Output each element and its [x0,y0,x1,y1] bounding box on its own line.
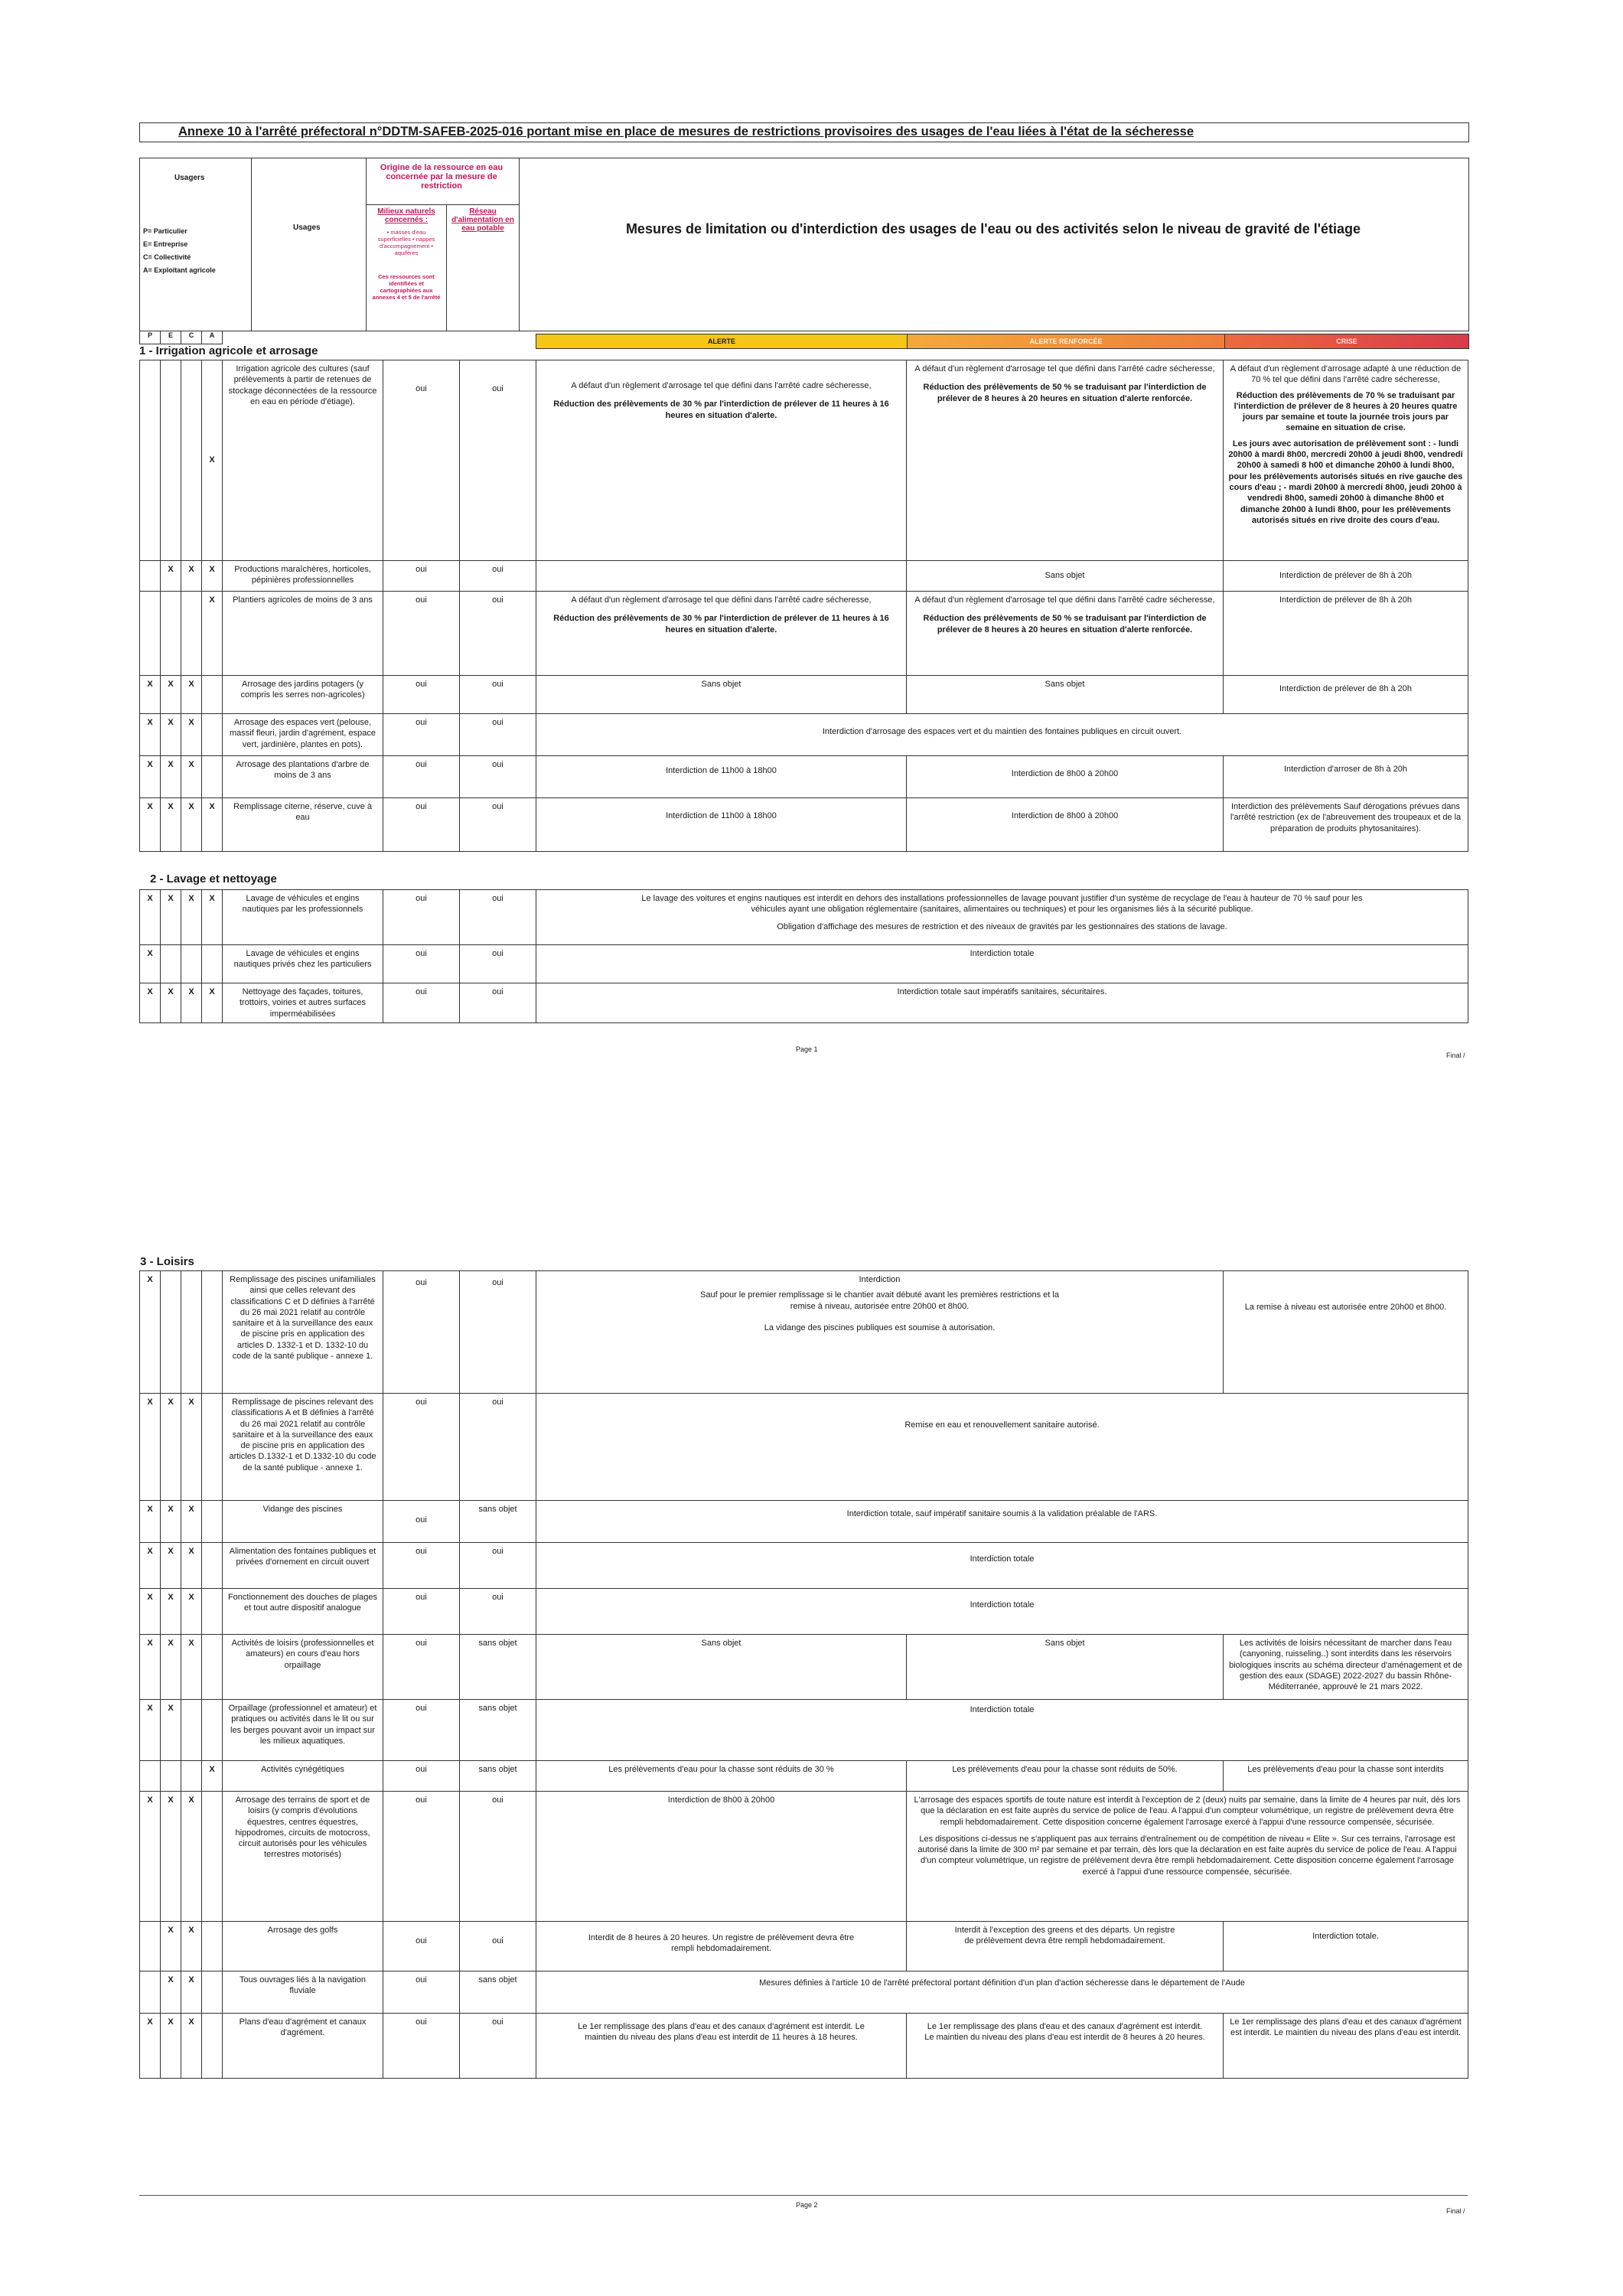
span-cell: Interdiction totale [536,1589,1468,1635]
table-row: X X X Fonctionnement des douches de plages et tout autre dispositif analogue oui oui Interdiction totale [140,1589,1468,1635]
milieux-cell: oui [383,1922,460,1971]
milieux-cell: oui [383,945,460,983]
alerte-text: A défaut d'un règlement d'arrosage tel que défini dans l'arrêté cadre sécheresse, [571,381,872,390]
span-note: Obligation d'affichage des mesures de restriction et des niveaux de gravités par les gestionnaires des stations de lavage. [777,921,1227,931]
table-row: X X X Arrosage des espaces vert (pelouse, massif fleuri, jardin d'agrément, espace vert, jardinière, plantes en pots). oui oui Interdiction d'arrosage des espaces vert et du maintien des fontaines publiques en circuit ouvert. [140,714,1468,756]
col-letter-e: E [160,331,181,344]
renf-cell: Sans objet [907,1635,1224,1700]
crise-text: A défaut d'un règlement d'arrosage adapté à une réduction de 70 % tel que défini dans l'arrêté cadre sécheresse, [1230,364,1462,385]
span-cell: Remise en eau et renouvellement sanitaire autorisé. [536,1394,1468,1501]
alerte-cell: Interdit de 8 heures à 20 heures. Un registre de prélèvement devra être rempli hebdomadairement. [536,1922,907,1971]
table-row: X X Arrosage des golfs oui oui Interdit de 8 heures à 20 heures. Un registre de prélèvement devra être rempli hebdomadairement. Interdit à l'exception des greens et des départs. Un registre de prélèvement devra être rempli hebdomadairement. Interdiction totale. [140,1922,1468,1971]
usagers-label: Usagers [174,174,205,182]
origine-title: Origine de la ressource en eau concernée par la mesure de restriction [380,163,504,191]
table-row: X X X X Remplissage citerne, réserve, cuve à eau oui oui Interdiction de 11h00 à 18h00 Interdiction de 8h00 à 20h00 Interdiction des prélèvements Sauf dérogations prévues dans l'arrêté restriction (ex de l'abreuvement des troupeaux et de la préparation de produits phytosanitaires). [140,798,1468,852]
letters-row [139,331,223,343]
page-number-1: Page 1 [796,1045,818,1053]
reseau-title: Réseau d'alimentation en eau potable [451,207,514,233]
usage-cell: Plans d'eau d'agrément et canaux d'agrément. [223,2014,383,2079]
reseau-cell: oui [460,1543,536,1589]
table-row: X Remplissage des piscines unifamiliales ainsi que celles relevant des classifications C et D définies à l'arrêté du 26 mai 2021 relatif au contrôle sanitaire et à la surveillance des eaux de piscine pris en application des articles D. 1332-1 et D. 1332-10 du code de la santé publique - annexe 1. oui oui Interdiction Sauf pour le premier remplissage si le chantier avait débuté avant les premières restrictions et la remise à niveau, autorisée entre 20h00 et 8h00. La vidange des piscines publiques est soumise à autorisation. La remise à niveau est autorisée entre 20h00 et 8h00. [140,1271,1468,1394]
span-cell: Mesures définies à l'article 10 de l'arrêté préfectoral portant définition d'un plan d'action sécheresse dans le département de l'Aude [536,1971,1468,2014]
usage-cell: Irrigation agricole des cultures (sauf prélèvements à partir de retenues de stockage déconnectées de la ressource en eau en période d'étiage). [223,360,383,561]
page-2 [0,1240,1623,2296]
renf-cell: Les prélèvements d'eau pour la chasse sont réduits de 50%. [907,1761,1224,1792]
span-text: Sauf pour le premier remplissage si le chantier avait débuté avant les premières restrictions et la remise à niveau, autorisée entre 20h00 et 8h00. [700,1290,1059,1311]
milieux-cell: oui [383,1635,460,1700]
crise-cell: Interdiction de prélever de 8h à 20h [1224,676,1468,714]
usagers-legend-0: P= Particulier [143,227,187,235]
alerte-bold: Réduction des prélèvements de 30 % par l'interdiction de prélever de 11 heures à 16 heures en situation d'alerte. [553,614,889,634]
renf-cell: Sans objet [907,676,1224,714]
milieux-cell: oui [383,1501,460,1543]
mesures-header [519,158,1468,331]
usage-cell: Alimentation des fontaines publiques et privées d'ornement en circuit ouvert [223,1543,383,1589]
table-row: X X X Arrosage des plantations d'arbre de moins de 3 ans oui oui Interdiction de 11h00 à 18h00 Interdiction de 8h00 à 20h00 Interdiction d'arroser de 8h à 20h [140,756,1468,798]
usage-cell: Arrosage des plantations d'arbre de moins de 3 ans [223,756,383,798]
span-cell [536,890,1468,945]
table-section-2 [139,889,1468,1023]
table-section-3 [139,1270,1468,2079]
crise-cell: La remise à niveau est autorisée entre 20h00 et 8h00. [1224,1271,1468,1394]
reseau-cell: oui [460,890,536,945]
crise-cell: Interdiction de prélever de 8h à 20h [1224,592,1468,676]
table-row: X Activités cynégétiques oui sans objet Les prélèvements d'eau pour la chasse sont réduits de 30 % Les prélèvements d'eau pour la chasse sont réduits de 50%. Les prélèvements d'eau pour la chasse sont interdits [140,1761,1468,1792]
table-row: X X X Productions maraîchères, horticoles, pépinières professionnelles oui oui Sans objet Interdiction de prélever de 8h à 20h [140,561,1468,592]
alerte-text: A défaut d'un règlement d'arrosage tel que défini dans l'arrêté cadre sécheresse, [571,595,872,605]
table-row: X X Orpaillage (professionnel et amateur) et pratiques ou activités dans le lit ou sur les berges pouvant avoir un impact sur les milieux aquatiques. oui sans objet Interdiction totale [140,1700,1468,1761]
alerte-bold: Réduction des prélèvements de 30 % par l'interdiction de prélever de 11 heures à 16 heures en situation d'alerte. [553,400,889,420]
usage-cell: Orpaillage (professionnel et amateur) et pratiques ou activités dans le lit ou sur les berges pouvant avoir un impact sur les milieux aquatiques. [223,1700,383,1761]
milieux-cell: oui [383,1543,460,1589]
table-row: X X X Activités de loisirs (professionnelles et amateurs) en cours d'eau hors orpaillage oui sans objet Sans objet Sans objet Les activités de loisirs nécessitant de marcher dans l'eau (canyoning, ruisseling..) sont interdits dans les réservoirs biologiques inscrits au schéma directeur d'aménagement et de gestion des eaux (SDAGE) 2022-2027 du bassin Rhône-Méditerranée, approuvé le 21 mars 2022. [140,1635,1468,1700]
alerte-cell: Les prélèvements d'eau pour la chasse sont réduits de 30 % [536,1761,907,1792]
usage-cell: Lavage de véhicules et engins nautiques par les professionnels [223,890,383,945]
milieux-cell: oui [383,2014,460,2079]
usage-cell: Arrosage des espaces vert (pelouse, massif fleuri, jardin d'agrément, espace vert, jardinière, plantes en pots). [223,714,383,756]
page-number-2: Page 2 [796,2201,818,2209]
section-title-3: 3 - Loisirs [140,1255,194,1268]
milieux-title: Milieux naturels concernés : [377,207,435,224]
reseau-cell: oui [460,676,536,714]
table-section-1 [139,360,1468,852]
usage-cell: Remplissage des piscines unifamiliales ainsi que celles relevant des classifications C et D définies à l'arrêté du 26 mai 2021 relatif au contrôle sanitaire et à la surveillance des eaux de piscine pris en application des articles D. 1332-1 et D. 1332-10 du code de la santé publique - annexe 1. [223,1271,383,1394]
renf-text: A défaut d'un règlement d'arrosage tel que défini dans l'arrêté cadre sécheresse, [914,364,1215,373]
title-text: Annexe 10 à l'arrêté préfectoral n°DDTM-SAFEB-2025-016 portant mise en place de mesures de restrictions provisoires des usages de l'eau liées à l'état de la sécheresse [178,125,1194,139]
milieux-cell: oui [383,561,460,592]
crise-cell: Interdiction totale. [1224,1922,1468,1971]
milieux-cell: oui [383,1271,460,1394]
reseau-cell: sans objet [460,1971,536,2014]
usages-header [251,158,367,331]
table-row: X X X Vidange des piscines oui sans objet Interdiction totale, sauf impératif sanitaire soumis à la validation préalable de l'ARS. [140,1501,1468,1543]
renf-cell: Interdiction de 8h00 à 20h00 [907,756,1224,798]
milieux-cell: oui [383,1700,460,1761]
span-cell: Interdiction totale [536,1543,1468,1589]
usages-label: Usages [293,223,321,232]
reseau-cell: sans objet [460,1501,536,1543]
usagers-legend-1: E= Entreprise [143,240,188,248]
reseau-cell: oui [460,1792,536,1922]
usage-cell: Activités cynégétiques [223,1761,383,1792]
page-1 [0,0,1623,1087]
usage-cell: Arrosage des golfs [223,1922,383,1971]
usage-cell: Remplissage de piscines relevant des classifications A et B définies à l'arrêté du 26 mai 2021 relatif au contrôle sanitaire et à la surveillance des eaux de piscine pris en application des articles D.1332-1 et D.1332-10 du code de la santé publique - annexe 1. [223,1394,383,1501]
usage-cell: Vidange des piscines [223,1501,383,1543]
milieux-cell: oui [383,1589,460,1635]
span-text: Le lavage des voitures et engins nautiques est interdit en dehors des installations professionnelles de lavage pouvant justifier d'un système de recyclage de l'eau à hauteur de 70 % sauf pour les véhicules ayant une obligation réglementaire (sanitaires, alimentaires ou techniques) et pour les organismes liés à la sécurité publique. [641,894,1363,915]
milieux-cell: oui [383,360,460,561]
alerte-cell: Le 1er remplissage des plans d'eau et des canaux d'agrément est interdit. Le maintien du niveau des plans d'eau est interdit de 11 heures à 18 heures. [536,2014,907,2079]
milieux-cell: oui [383,592,460,676]
table-row: X X X Plans d'eau d'agrément et canaux d'agrément. oui oui Le 1er remplissage des plans d'eau et des canaux d'agrément est interdit. Le maintien du niveau des plans d'eau est interdit de 11 heures à 18 heures. Le 1er remplissage des plans d'eau et des canaux d'agrément est interdit. Le maintien du niveau des plans d'eau est interdit de 8 heures à 20 heures. Le 1er remplissage des plans d'eau et des canaux d'agrément est interdit. Le maintien du niveau des plans d'eau est interdit. [140,2014,1468,2079]
span-note: La vidange des piscines publiques est soumise à autorisation. [764,1322,996,1332]
wide-note: Les dispositions ci-dessus ne s'appliquent pas aux terrains d'entraînement ou de compétition de niveau « Elite ». Sur ces terrains, l'arrosage est autorisé dans la limite de 300 m² par semaine et par terrain, dès lors que la déclaration en est faite auprès du service de police de l'eau. A l'appui d'un compteur volumétrique, un registre de prélèvement devra être rempli hebdomadairement. Cette disposition concerne également l'arrosage exercé à l'appui d'une ressource compensée, sécurisée. [917,1834,1457,1877]
table-row: X Plantiers agricoles de moins de 3 ans oui oui A défaut d'un règlement d'arrosage tel que défini dans l'arrêté cadre sécheresse, Réduction des prélèvements de 30 % par l'interdiction de prélever de 11 heures à 16 heures en situation d'alerte. A défaut d'un règlement d'arrosage tel que défini dans l'arrêté cadre sécheresse, Réduction des prélèvements de 50 % se traduisant par l'interdiction de prélever de 8 heures à 20 heures en situation d'alerte renforcée. Interdiction de prélever de 8h à 20h [140,592,1468,676]
milieux-text: • masses d'eau superficielles • nappes d'accompagnement • aquifères [377,229,435,256]
alerte-cell [536,592,907,676]
reseau-cell: oui [460,945,536,983]
reseau-cell: sans objet [460,1635,536,1700]
table-row: X X X Arrosage des jardins potagers (y compris les serres non-agricoles) oui oui Sans objet Sans objet Interdiction de prélever de 8h à 20h [140,676,1468,714]
crise-bold: Réduction des prélèvements de 70 % se traduisant par l'interdiction de prélever de 8 heures à 20 heures quatre jours par semaine et toute la journée trois jours par semaine en situation de crise. [1234,390,1458,433]
milieux-cell: oui [383,1394,460,1501]
crise-cell: Interdiction de prélever de 8h à 20h [1224,561,1468,592]
reseau-cell: oui [460,592,536,676]
renf-cell: Sans objet [907,561,1224,592]
milieux-cell: oui [383,890,460,945]
final-mark-1: Final / [1446,1052,1465,1059]
crise-cell: Le 1er remplissage des plans d'eau et des canaux d'agrément est interdit. Le maintien du niveau des plans d'eau est interdit. [1224,2014,1468,2079]
alerte-cell: Interdiction de 11h00 à 18h00 [536,756,907,798]
usage-cell: Remplissage citerne, réserve, cuve à eau [223,798,383,852]
milieux-cell: oui [383,676,460,714]
col-letter-c: C [181,331,202,344]
reseau-cell: oui [460,561,536,592]
reseau-cell: oui [460,983,536,1023]
renf-cell: Le 1er remplissage des plans d'eau et des canaux d'agrément est interdit. Le maintien du niveau des plans d'eau est interdit de 8 heures à 20 heures. [907,2014,1224,2079]
section-title-2: 2 - Lavage et nettoyage [150,872,277,885]
crise-cell: Interdiction d'arroser de 8h à 20h [1224,756,1468,798]
renf-cell: Interdiction de 8h00 à 20h00 [907,798,1224,852]
renf-cell [907,360,1224,561]
reseau-cell: oui [460,714,536,756]
table-row: X X X Arrosage des terrains de sport et de loisirs (y compris d'évolutions équestres, centres équestres, hippodromes, circuits de motocross, circuit autorisés pour les véhicules terrestres motorisés) oui oui Interdiction de 8h00 à 20h00 L'arrosage des espaces sportifs de toute nature est interdit à l'exception de 2 (deux) nuits par semaine, dans la limite de 4 heures par nuit, dès lors que la déclaration en est faite auprès du service de police de l'eau. A l'appui d'un compteur volumétrique, un registre de prélèvement devra être rempli hebdomadairement. Cette disposition concerne également l'arrosage exercé à l'appui d'une ressource compensée, sécurisée. Les dispositions ci-dessus ne s'appliquent pas aux terrains d'entraînement ou de compétition de niveau « Elite ». Sur ces terrains, l'arrosage est autorisé dans la limite de 300 m² par semaine et par terrain, dès lors que la déclaration en est faite auprès du service de police de l'eau. A l'appui d'un compteur volumétrique, un registre de prélèvement devra être rempli hebdomadairement. Cette disposition concerne également l'arrosage exercé à l'appui d'une ressource compensée, sécurisée. [140,1792,1468,1922]
col-letter-a: A [201,331,223,344]
span-cell: Interdiction totale [536,1700,1468,1761]
table-row: X X X Remplissage de piscines relevant des classifications A et B définies à l'arrêté du 26 mai 2021 relatif au contrôle sanitaire et à la surveillance des eaux de piscine pris en application des articles D.1332-1 et D.1332-10 du code de la santé publique - annexe 1. oui oui Remise en eau et renouvellement sanitaire autorisé. [140,1394,1468,1501]
table-row: X Irrigation agricole des cultures (sauf prélèvements à partir de retenues de stockage déconnectées de la ressource en eau en période d'étiage). oui oui A défaut d'un règlement d'arrosage tel que défini dans l'arrêté cadre sécheresse, Réduction des prélèvements de 30 % par l'interdiction de prélever de 11 heures à 16 heures en situation d'alerte. A défaut d'un règlement d'arrosage tel que défini dans l'arrêté cadre sécheresse, Réduction des prélèvements de 50 % se traduisant par l'interdiction de prélever de 8 heures à 20 heures en situation d'alerte renforcée. A défaut d'un règlement d'arrosage adapté à une réduction de 70 % tel que défini dans l'arrêté cadre sécheresse, Réduction des prélèvements de 70 % se traduisant par l'interdiction de prélever de 8 heures à 20 heures quatre jours par semaine et toute la journée trois jours par semaine en situation de crise. Les jours avec autorisation de prélèvement sont : - lundi 20h00 à mardi 8h00, mercredi 20h00 à jeudi 8h00, vendredi 20h00 à samedi 8 h00 et dimanche 20h00 à lundi 8h00, pour les prélèvements autorisés situés en rive gauche des cours d'eau ; - mardi 20h00 à mercredi 8h00, jeudi 20h00 à vendredi 8h00, samedi 20h00 à dimanche 8h00 et dimanche 20h00 à lundi 8h00, pour les prélèvements autorisés situés en rive droite des cours d'eau. [140,360,1468,561]
usage-cell: Productions maraîchères, horticoles, pépinières professionnelles [223,561,383,592]
reseau-cell: oui [460,1271,536,1394]
alerte-cell: Interdiction de 11h00 à 18h00 [536,798,907,852]
alerte-cell: Interdiction de 8h00 à 20h00 [536,1792,907,1922]
crise-cell [1224,360,1468,561]
span-cell: Interdiction totale, sauf impératif sanitaire soumis à la validation préalable de l'ARS. [536,1501,1468,1543]
origine-header [366,158,520,331]
crise-days: Les jours avec autorisation de prélèvement sont : - lundi 20h00 à mardi 8h00, mercredi 20h00 à jeudi 8h00, vendredi 20h00 à samedi 8 h00 et dimanche 20h00 à lundi 8h00, pour les prélèvements autorisés situés en rive gauche des cours d'eau ; - mardi 20h00 à mercredi 8h00, jeudi 20h00 à vendredi 8h00, samedi 20h00 à dimanche 8h00 et dimanche 20h00 à lundi 8h00, pour les prélèvements autorisés situés en rive droite des cours d'eau. [1228,439,1463,525]
crise-cell: Les activités de loisirs nécessitant de marcher dans l'eau (canyoning, ruisseling..) sont interdits dans les réservoirs biologiques inscrits au schéma directeur d'aménagement et de gestion des eaux (SDAGE) 2022-2027 du bassin Rhône-Méditerranée, approuvé le 21 mars 2022. [1224,1635,1468,1700]
reseau-cell: sans objet [460,1761,536,1792]
reseau-cell: oui [460,360,536,561]
milieux-cell: oui [383,1971,460,2014]
renf-cell: Interdit à l'exception des greens et des départs. Un registre de prélèvement devra être rempli hebdomadairement. [907,1922,1224,1971]
reseau-cell: oui [460,1394,536,1501]
level-alerte: ALERTE [536,334,908,349]
table-row: X X Tous ouvrages liés à la navigation fluviale oui sans objet Mesures définies à l'article 10 de l'arrêté préfectoral portant définition d'un plan d'action sécheresse dans le département de l'Aude [140,1971,1468,2014]
renf-bold: Réduction des prélèvements de 50 % se traduisant par l'interdiction de prélever de 8 heures à 20 heures en situation d'alerte renforcée. [923,383,1207,403]
table-row: X Lavage de véhicules et engins nautiques privés chez les particuliers oui oui Interdiction totale [140,945,1468,983]
milieux-cell: oui [383,798,460,852]
crise-cell: Interdiction des prélèvements Sauf dérogations prévues dans l'arrêté restriction (ex de l'abreuvement des troupeaux et de la préparation de produits phytosanitaires). [1224,798,1468,852]
milieux-cell: oui [383,1761,460,1792]
usage-cell: Plantiers agricoles de moins de 3 ans [223,592,383,676]
milieux-cell: oui [383,714,460,756]
reseau-cell: oui [460,1589,536,1635]
usage-cell: Lavage de véhicules et engins nautiques privés chez les particuliers [223,945,383,983]
mesures-title: Mesures de limitation ou d'interdiction des usages de l'eau ou des activités selon le niveau de gravité de l'étiage [625,221,1361,236]
wide-cell [907,1792,1468,1922]
usage-cell: Nettoyage des façades, toitures, trottoirs, voiries et autres surfaces imperméabilisées [223,983,383,1023]
reseau-cell: sans objet [460,1700,536,1761]
span-cell: Interdiction totale saut impératifs sanitaires, sécuritaires. [536,983,1468,1023]
milieux-cell: oui [383,756,460,798]
milieux-note: Ces ressources sont identifiées et cartographiées aux annexes 4 et 5 de l'arrêté [372,273,441,301]
usage-cell: Arrosage des terrains de sport et de loisirs (y compris d'évolutions équestres, centres équestres, hippodromes, circuits de motocross, circuit autorisés pour les véhicules terrestres motorisés) [223,1792,383,1922]
milieux-cell: oui [383,1792,460,1922]
final-mark-2: Final / [1446,2207,1465,2215]
span-cell: Interdiction totale [536,945,1468,983]
span-cell [536,1271,1224,1394]
reseau-cell: oui [460,2014,536,2079]
page-2-bottom-rule [139,2195,1468,2196]
usage-cell: Tous ouvrages liés à la navigation fluviale [223,1971,383,2014]
crise-cell: Les prélèvements d'eau pour la chasse sont interdits [1224,1761,1468,1792]
reseau-cell: oui [460,1922,536,1971]
usage-cell: Fonctionnement des douches de plages et tout autre dispositif analogue [223,1589,383,1635]
table-row: X X X X Lavage de véhicules et engins nautiques par les professionnels oui oui Le lavage des voitures et engins nautiques est interdit en dehors des installations professionnelles de lavage pouvant justifier d'un système de recyclage de l'eau à hauteur de 70 % sauf pour les véhicules ayant une obligation réglementaire (sanitaires, alimentaires ou techniques) et pour les organismes liés à la sécurité publique. Obligation d'affichage des mesures de restriction et des niveaux de gravités par les gestionnaires des stations de lavage. [140,890,1468,945]
col-letter-p: P [139,331,161,344]
usage-cell: Arrosage des jardins potagers (y compris les serres non-agricoles) [223,676,383,714]
usagers-legend-3: A= Exploitant agricole [143,266,216,274]
section-title-1: 1 - Irrigation agricole et arrosage [139,344,318,357]
reseau-cell: oui [460,798,536,852]
level-alerte-renforcee: ALERTE RENFORCÉE [907,334,1225,349]
renf-bold: Réduction des prélèvements de 50 % se traduisant par l'interdiction de prélever de 8 heures à 20 heures en situation d'alerte renforcée. [923,614,1207,634]
milieux-cell: oui [383,983,460,1023]
reseau-cell: oui [460,756,536,798]
renf-text: A défaut d'un règlement d'arrosage tel que défini dans l'arrêté cadre sécheresse, [914,595,1215,605]
usagers-legend-2: C= Collectivité [143,253,191,261]
alerte-cell [536,561,907,592]
alerte-cell: Sans objet [536,676,907,714]
usage-cell: Activités de loisirs (professionnelles et amateurs) en cours d'eau hors orpaillage [223,1635,383,1700]
document-title [139,122,1469,142]
table-row: X X X Alimentation des fontaines publiques et privées d'ornement en circuit ouvert oui oui Interdiction totale [140,1543,1468,1589]
wide-text: L'arrosage des espaces sportifs de toute nature est interdit à l'exception de 2 (deux) nuits par semaine, dans la limite de 4 heures par nuit, dès lors que la déclaration en est faite auprès du service de police de l'eau. A l'appui d'un compteur volumétrique, un registre de prélèvement devra être rempli hebdomadairement. Cette disposition concerne également l'arrosage exercé à l'appui d'une ressource compensée, sécurisée. [914,1795,1461,1827]
level-crise: CRISE [1224,334,1469,349]
header-block [139,158,1469,331]
table-row: X X X X Nettoyage des façades, toitures, trottoirs, voiries et autres surfaces imperméabilisées oui oui Interdiction totale saut impératifs sanitaires, sécuritaires. [140,983,1468,1023]
alerte-cell [536,360,907,561]
usagers-header [140,158,252,331]
span-cell: Interdiction d'arrosage des espaces vert et du maintien des fontaines publiques en circuit ouvert. [536,714,1468,756]
span-title: Interdiction [859,1275,901,1284]
alerte-cell: Sans objet [536,1635,907,1700]
renf-cell [907,592,1224,676]
